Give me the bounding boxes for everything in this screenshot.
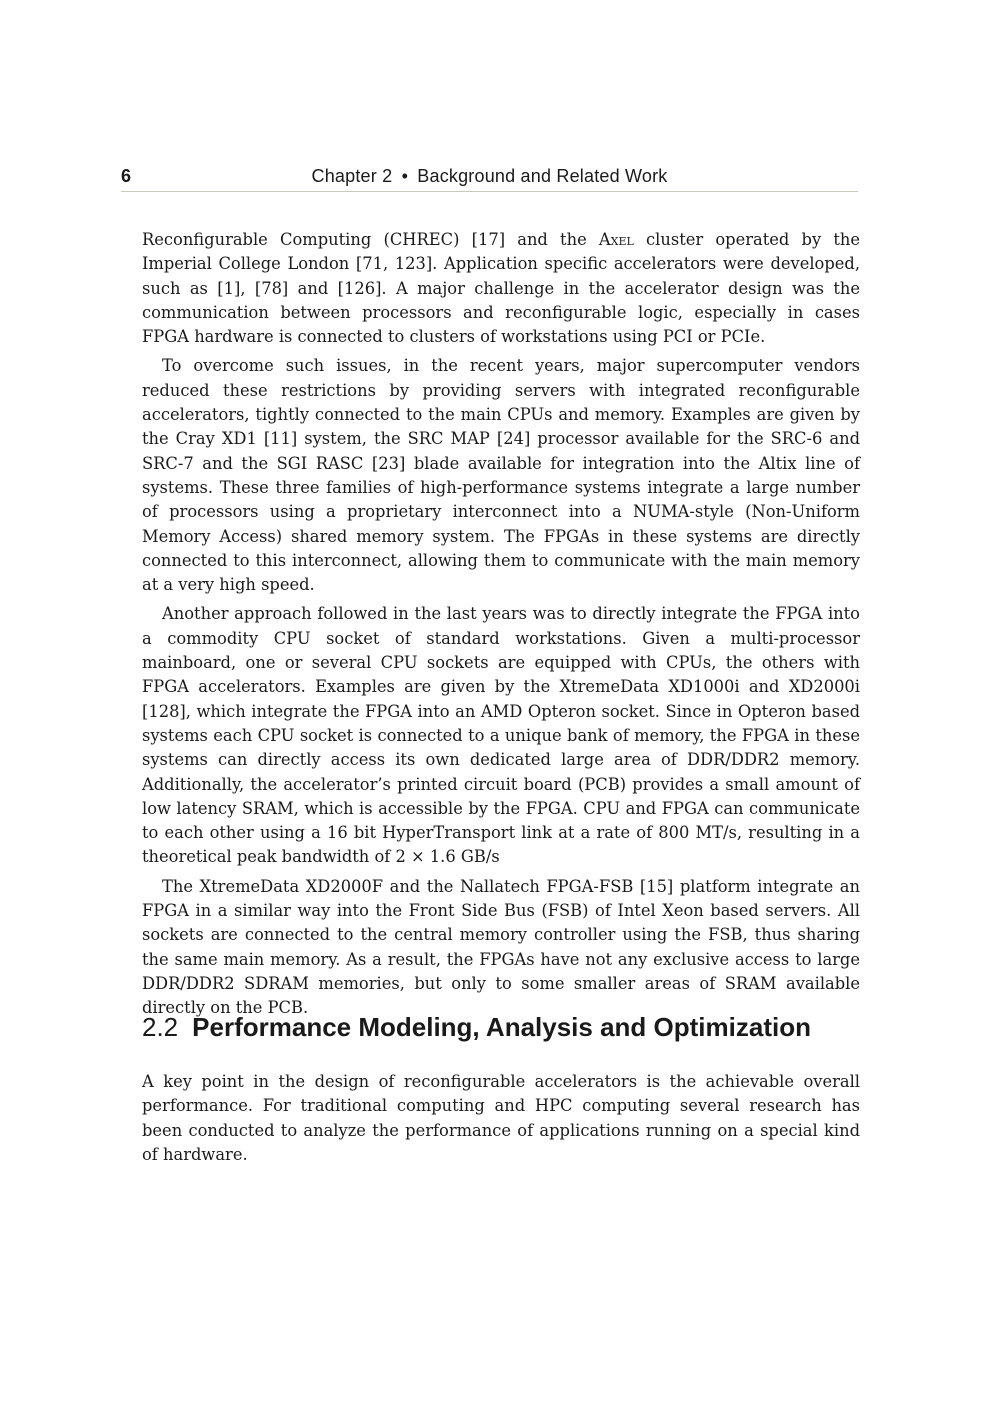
body-text (142, 228, 860, 1021)
paragraph-3: Another approach followed in the last years was to directly integrate the FPGA into a commodity CPU socket of standard workstations. Given a multi-processor mainboard, one or several CPU sockets are equipped with CPUs, the others with FPGA accelerators. Examples are given by the XtremeData XD1000i and XD2000i [128], which integrate the FPGA into an AMD Opteron socket. Since in Opteron based systems each CPU socket is connected to a unique bank of memory, the FPGA in these systems can directly access its own dedicated large area of DDR/DDR2 memory. Additionally, the accelerator’s printed circuit board (PCB) provides a small amount of low latency SRAM, which is accessible by the FPGA. CPU and FPGA can communicate to each other using a 16 bit HyperTransport link at a rate of 800 MT/s, resulting in a theoretical peak bandwidth of 2 × 1.6 GB/s (142, 604, 860, 867)
paragraph-1-start: Reconfigurable Computing (CHREC) [17] and the (142, 230, 599, 249)
paragraph-4: The XtremeData XD2000F and the Nallatech FPGA-FSB [15] platform integrate an FPGA in a similar way into the Front Side Bus (FSB) of Intel Xeon based servers. All sockets are connected to the central memory controller using the FSB, thus sharing the same main memory. As a result, the FPGAs have not any exclusive access to large DDR/DDR2 SDRAM memories, but only to some smaller areas of SRAM available directly on the PCB. (142, 876, 860, 1018)
paragraph-1 (142, 228, 860, 349)
bullet-separator: • (401, 166, 409, 186)
section-heading (142, 1010, 860, 1044)
chapter-title (121, 165, 858, 187)
running-header (121, 165, 858, 192)
paragraph-2: To overcome such issues, in the recent years, major supercomputer vendors reduced these restrictions by providing servers with integrated reconfigurable accelerators, tightly connected to the main CPUs and memory. Examples are given by the Cray XD1 [11] system, the SRC MAP [24] processor available for the SRC-6 and SRC-7 and the SGI RASC [23] blade available for integration into the Altix line of systems. These three families of high-performance systems integrate a large number of processors using a proprietary interconnect into a NUMA-style (Non-Uniform Memory Access) shared memory system. The FPGAs in these systems are directly connected to this interconnect, allowing them to communicate with the main memory at a very high speed. (142, 356, 860, 595)
chapter-label: Chapter 2 (311, 166, 393, 186)
section-2-2 (142, 1010, 860, 1167)
section-title: Performance Modeling, Analysis and Optimization (192, 1012, 811, 1042)
section-paragraph: A key point in the design of reconfigurable accelerators is the achievable overall performance. For traditional computing and HPC computing several research has been conducted to analyze the performance of applications running on a special kind of hardware. (142, 1072, 860, 1164)
paragraph-1-end: cluster operated by the Imperial College London [71, 123]. Application specific accelerators were developed, such as [1], [78] and [126]. A major challenge in the accelerator design was the communication between processors and reconfigurable logic, especially in cases FPGA hardware is connected to clusters of workstations using PCI or PCIe. (142, 230, 860, 347)
page-number: 6 (121, 166, 132, 186)
section-number: 2.2 (142, 1012, 179, 1042)
axel-name: Axel (598, 230, 634, 249)
chapter-name: Background and Related Work (417, 166, 668, 186)
